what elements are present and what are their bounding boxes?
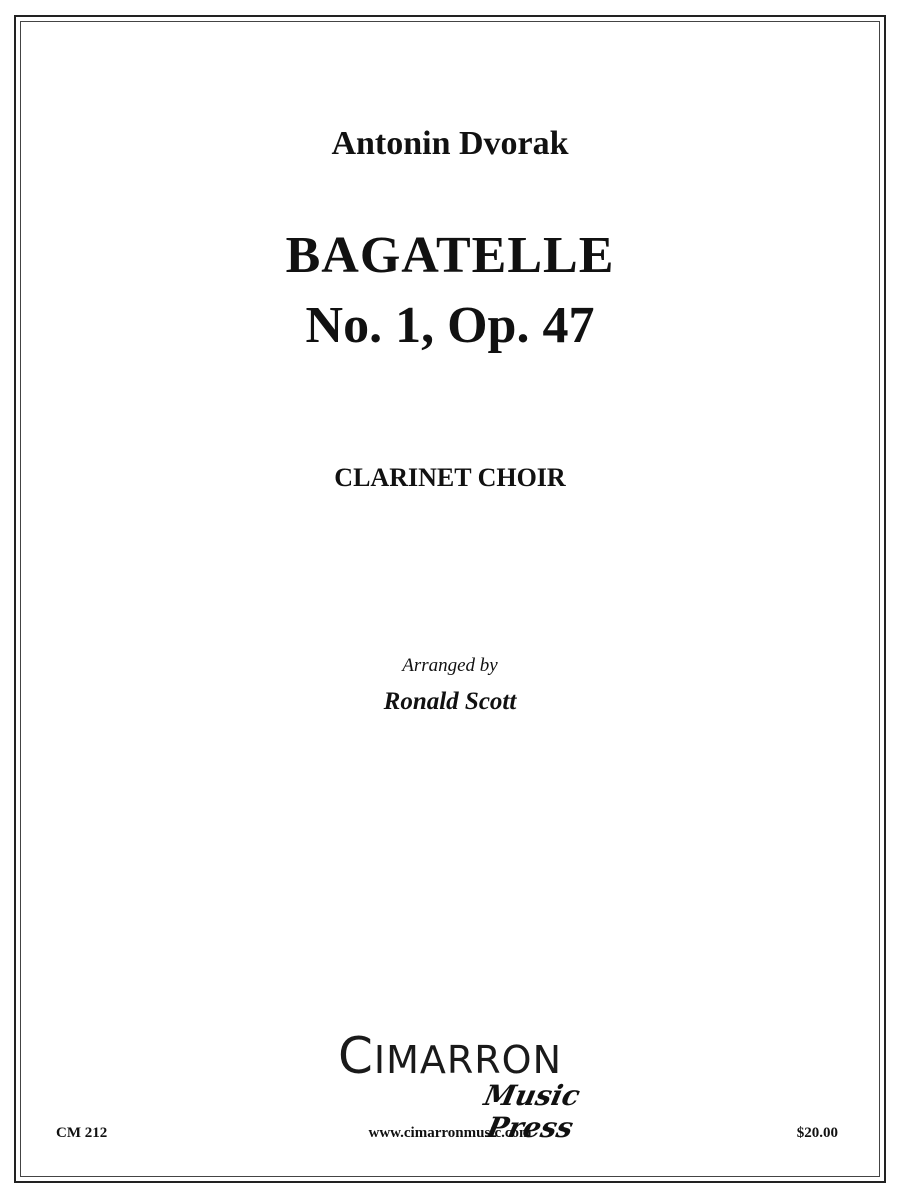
arranged-by-label: Arranged by <box>402 655 498 676</box>
arranger-name: Ronald Scott <box>383 688 517 715</box>
inner-border <box>20 21 880 1177</box>
composer-name: Antonin Dvorak <box>331 125 569 162</box>
publisher-website: www.cimarronmusic.com <box>368 1125 532 1141</box>
publisher-logo-subtitle: Music Press <box>481 1079 584 1144</box>
logo-initial: C <box>337 1027 374 1085</box>
title-opus: No. 1, Op. 47 <box>305 297 595 354</box>
title-main: BAGATELLE <box>285 227 615 284</box>
publisher-logo-wordmark <box>300 1027 600 1085</box>
instrumentation: CLARINET CHOIR <box>334 463 566 492</box>
catalog-number: CM 212 <box>56 1125 108 1141</box>
logo-rest: IMARRON <box>373 1038 563 1082</box>
price: $20.00 <box>796 1125 838 1141</box>
